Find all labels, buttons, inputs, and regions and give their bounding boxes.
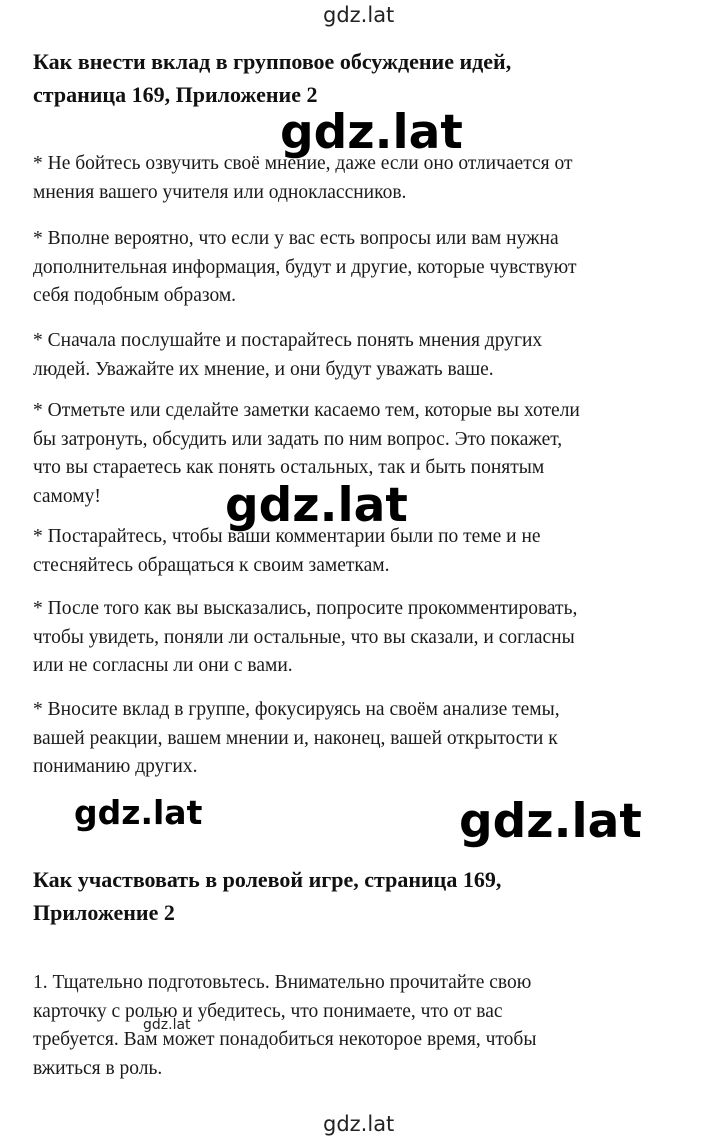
text-line: * Сначала послушайте и постарайтесь понять мнения других [33,330,543,351]
text-line: * Не бойтесь озвучить своё мнение, даже если оно отличается от [33,153,573,174]
paragraph [33,595,693,681]
watermark: gdz.lat [225,478,408,533]
title-line: Как внести вклад в групповое обсуждение идей, [33,49,512,74]
paragraph [33,225,693,311]
watermark: gdz.lat [74,793,203,832]
paragraph [33,969,693,1083]
text-line: дополнительная информация, будут и другие, которые чувствуют [33,256,577,278]
paragraph [33,327,693,384]
watermark-small: gdz.lat [143,1017,191,1033]
text-line: * После того как вы высказались, попросите прокомментировать, [33,598,578,619]
text-line: вжиться в роль. [33,1057,163,1079]
text-line: людей. Уважайте их мнение, и они будут уважать ваше. [33,358,494,380]
text-line: * Вполне вероятно, что если у вас есть вопросы или вам нужна [33,228,559,249]
watermark: gdz.lat [280,105,463,160]
title-line: Как участвовать в ролевой игре, страница 169, [33,867,502,892]
text-line: чтобы увидеть, поняли ли остальные, что вы сказали, и согласны [33,626,575,648]
text-line: пониманию других. [33,756,198,777]
section-title-role-play [33,863,693,929]
section-title-group-discussion [33,45,693,111]
text-line: 1. Тщательно подготовьтесь. Внимательно прочитайте свою [33,972,532,993]
text-line: или не согласны ли они с вами. [33,655,293,676]
text-line: бы затронуть, обсудить или задать по ним вопрос. Это покажет, [33,428,563,450]
text-line: * Вносите вклад в группе, фокусируясь на своём анализе темы, [33,699,560,720]
text-line: вашей реакции, вашем мнении и, наконец, вашей открытости к [33,727,558,749]
watermark-top: gdz.lat [323,3,395,27]
title-line: Приложение 2 [33,900,175,925]
text-line: мнения вашего учителя или одноклассников. [33,181,407,203]
text-line: что вы стараетесь как понять остальных, так и быть понятым [33,457,545,478]
text-line: самому! [33,485,101,507]
text-line: стесняйтесь обращаться к своим заметкам. [33,554,390,576]
paragraph [33,696,693,782]
text-line: * Постарайтесь, чтобы ваши комментарии были по теме и не [33,526,541,547]
watermark: gdz.lat [459,794,642,849]
title-line: страница 169, Приложение 2 [33,82,318,107]
watermark-bottom: gdz.lat [323,1112,395,1136]
text-line: себя подобным образом. [33,285,237,306]
text-line: требуется. Вам может понадобиться некоторое время, чтобы [33,1029,537,1050]
text-line: карточку с ролью и убедитесь, что понимаете, что от вас [33,1000,503,1022]
text-line: * Отметьте или сделайте заметки касаемо тем, которые вы хотели [33,400,580,421]
